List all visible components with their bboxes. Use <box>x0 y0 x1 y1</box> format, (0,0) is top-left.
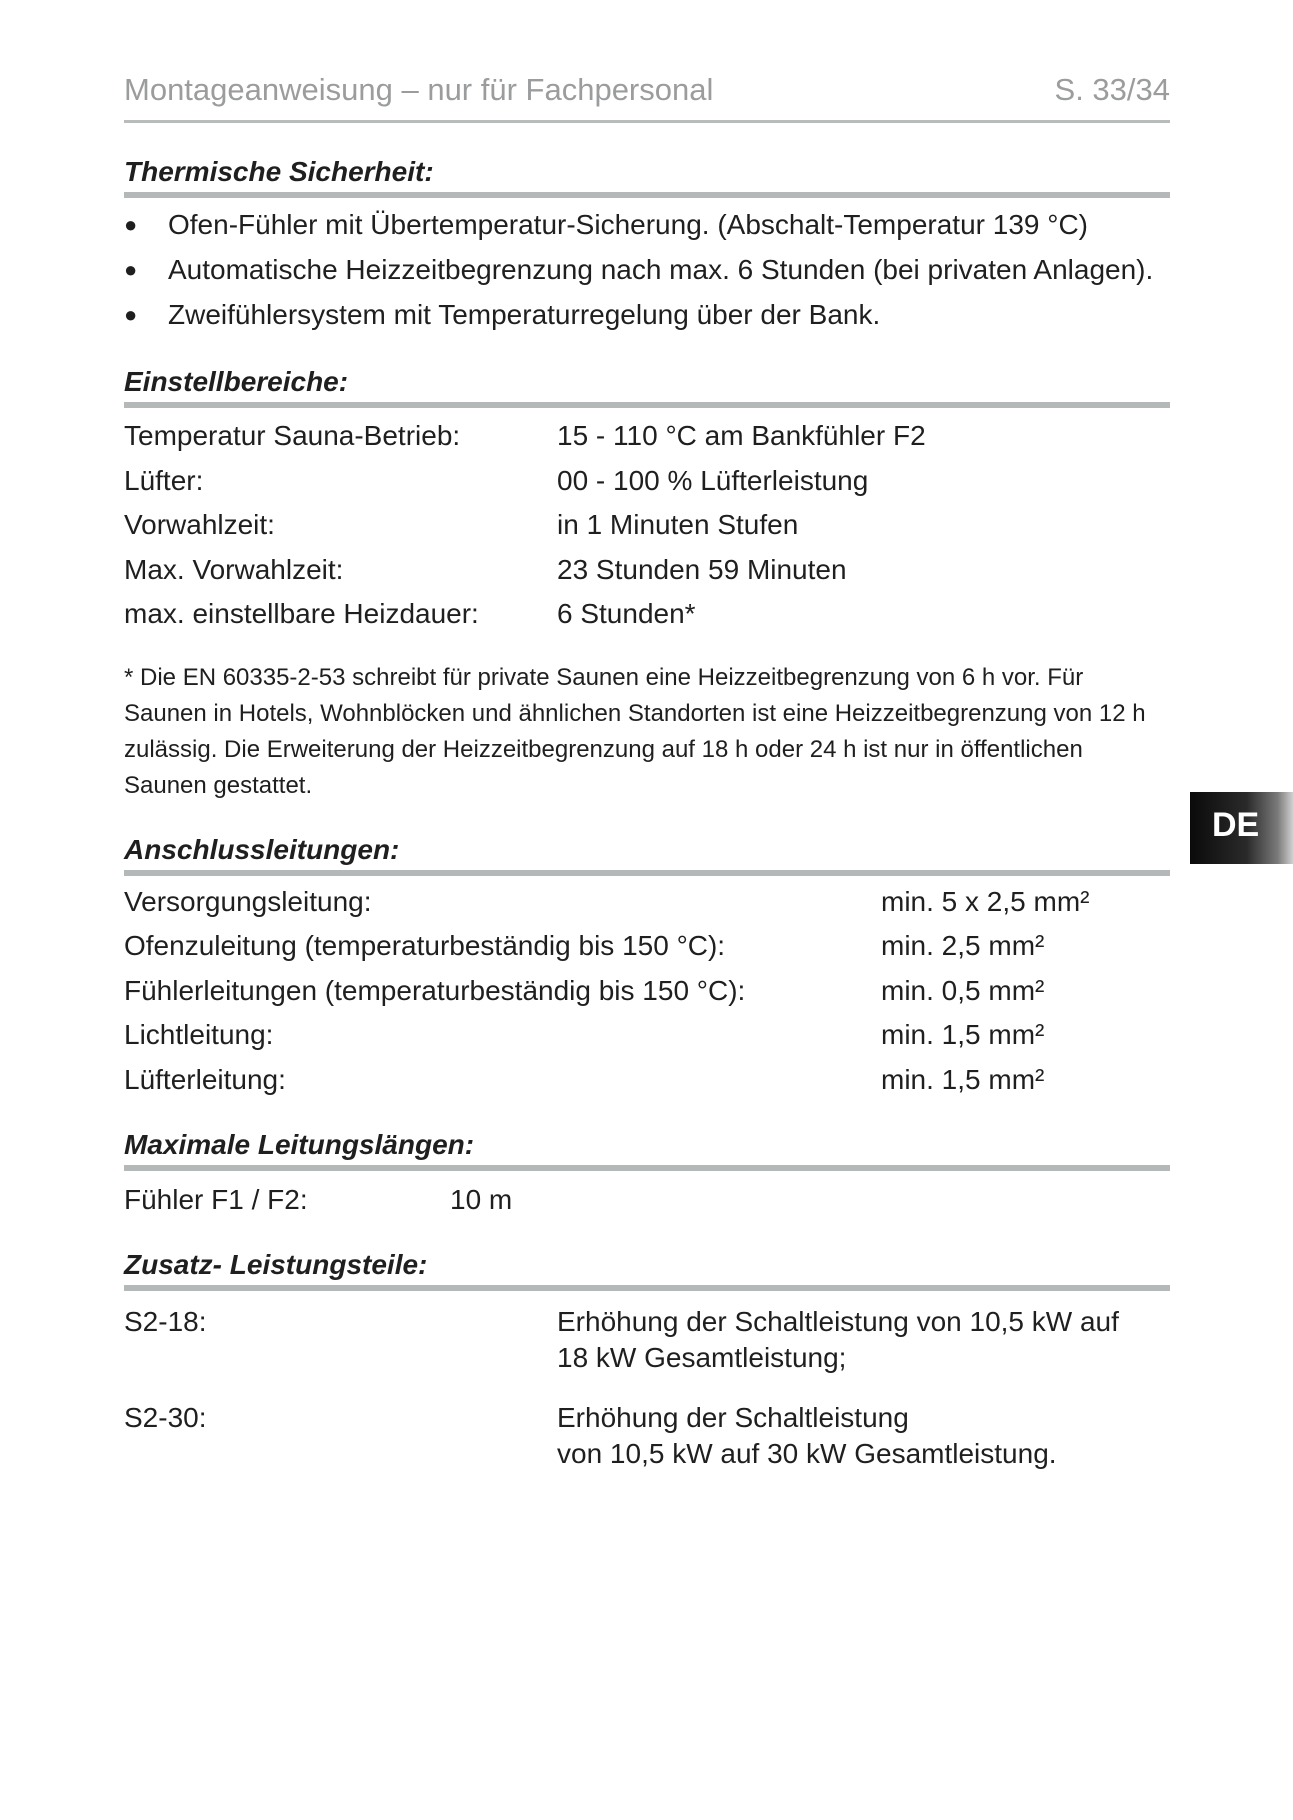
section-title-zusatz-leistungsteile: Zusatz- Leistungsteile: <box>124 1249 1170 1291</box>
setting-label: Lüfter: <box>124 465 204 496</box>
bullet-text: Automatische Heizzeitbegrenzung nach max. 6 Stunden (bei privaten Anlagen). <box>168 254 1154 285</box>
language-tab <box>1190 792 1293 864</box>
bullet-icon: ● <box>124 302 138 327</box>
module-value-line2: 18 kW Gesamtleistung; <box>557 1342 847 1373</box>
cable-label: Lüfterleitung: <box>124 1064 286 1095</box>
length-label: Fühler F1 / F2: <box>124 1184 308 1215</box>
setting-label: max. einstellbare Heizdauer: <box>124 598 479 629</box>
cable-label: Fühlerleitungen (temperaturbeständig bis 150 °C): <box>124 975 746 1006</box>
setting-value: 6 Stunden* <box>557 598 696 629</box>
cable-value: min. 1,5 mm² <box>881 1019 1045 1050</box>
module-value-line1: Erhöhung der Schaltleistung <box>557 1402 909 1433</box>
cable-value: min. 0,5 mm² <box>881 975 1045 1006</box>
section-title-einstellbereiche: Einstellbereiche: <box>124 366 1170 408</box>
bullet-icon: ● <box>124 212 138 237</box>
language-tab-label: DE <box>1212 806 1260 844</box>
setting-label: Temperatur Sauna-Betrieb: <box>124 420 461 451</box>
setting-label: Vorwahlzeit: <box>124 509 275 540</box>
footnote: * Die EN 60335-2-53 schreibt für private Saunen eine Heizzeitbegrenzung von 6 h vor. Für Saunen in Hotels, Wohnblöcken und ähnlichen Standorten ist eine Heizzeitbegrenzung von 12 h zulässig. Die Erweiterung der Heizzeitbegrenzung auf 18 h oder 24 h ist nur in öffentlichen Saunen gestattet. <box>124 664 1146 799</box>
setting-value: 00 - 100 % Lüfterleistung <box>557 465 869 496</box>
cable-label: Lichtleitung: <box>124 1019 274 1050</box>
section-title-thermische-sicherheit: Thermische Sicherheit: <box>124 156 1170 198</box>
module-label: S2-30: <box>124 1402 207 1433</box>
bullet-text: Zweifühlersystem mit Temperaturregelung über der Bank. <box>168 299 881 330</box>
bullet-icon: ● <box>124 257 138 282</box>
module-label: S2-18: <box>124 1306 207 1337</box>
module-value-line2: von 10,5 kW auf 30 kW Gesamtleistung. <box>557 1438 1057 1469</box>
bullet-item <box>124 254 1153 286</box>
bullet-text: Ofen-Fühler mit Übertemperatur-Sicherung. (Abschalt-Temperatur 139 °C) <box>168 209 1088 240</box>
cable-value: min. 2,5 mm² <box>881 930 1045 961</box>
bullet-item <box>124 209 1088 241</box>
page-number: S. 33/34 <box>1054 72 1170 107</box>
header-title: Montageanweisung – nur für Fachpersonal <box>124 72 714 107</box>
cable-label: Versorgungsleitung: <box>124 886 372 917</box>
cable-label: Ofenzuleitung (temperaturbeständig bis 150 °C): <box>124 930 726 961</box>
setting-value: in 1 Minuten Stufen <box>557 509 799 540</box>
cable-value: min. 5 x 2,5 mm² <box>881 886 1090 917</box>
bullet-item <box>124 299 880 331</box>
page-header <box>124 70 1170 123</box>
module-value-line1: Erhöhung der Schaltleistung von 10,5 kW auf <box>557 1306 1119 1337</box>
length-value: 10 m <box>450 1184 513 1215</box>
setting-label: Max. Vorwahlzeit: <box>124 554 344 585</box>
setting-value: 23 Stunden 59 Minuten <box>557 554 847 585</box>
setting-value: 15 - 110 °C am Bankfühler F2 <box>557 420 926 451</box>
section-title-anschlussleitungen: Anschlussleitungen: <box>124 834 1170 876</box>
cable-value: min. 1,5 mm² <box>881 1064 1045 1095</box>
section-title-leitungslaengen: Maximale Leitungslängen: <box>124 1129 1170 1171</box>
